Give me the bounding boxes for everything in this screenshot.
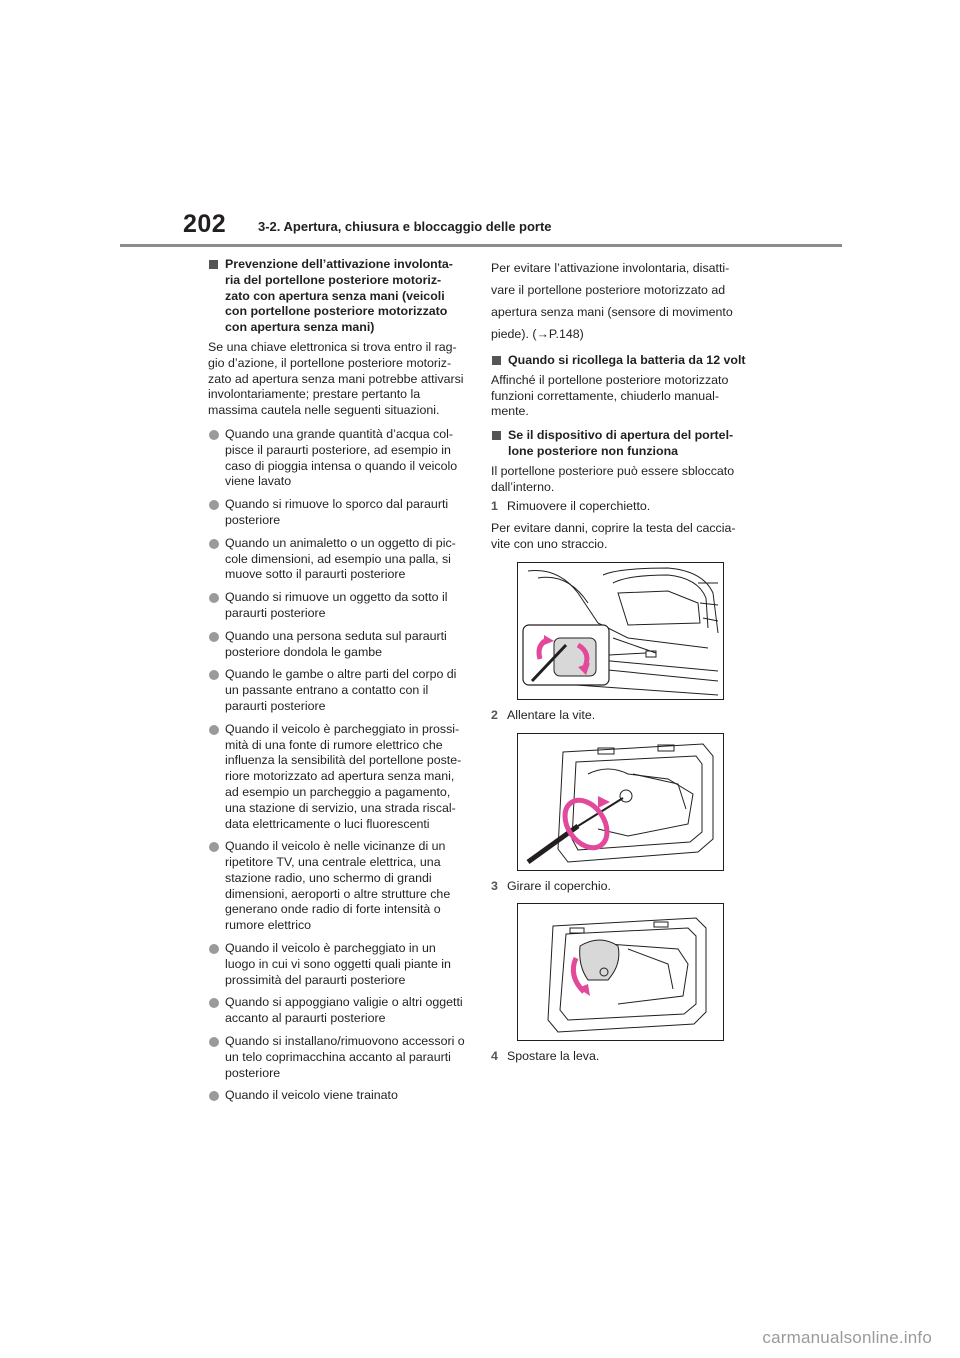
step-text: Allentare la vite. (507, 707, 596, 722)
section-title-device: Se il dispositivo di apertura del portel- lone posteriore non funziona (508, 428, 734, 458)
step-number: 4 (491, 1049, 498, 1064)
list-item (208, 536, 466, 583)
right-intro-paragraph: Per evitare l’attivazione involontaria, disatti- vare il portellone posteriore motorizzato ad apertura senza mani (sensore di movimento piede). (→P.148) (491, 261, 733, 341)
list-item (208, 722, 466, 833)
list-item-text: Quando il veicolo viene trainato (225, 1088, 398, 1103)
section-header-title: 3-2. Apertura, chiusura e bloccaggio delle porte (258, 219, 552, 234)
list-item-text: Quando un animaletto o un oggetto di pic- cole dimensioni, ad esempio una palla, si muove sotto il paraurti posteriore (225, 535, 456, 582)
bullet-dot-icon (209, 725, 219, 735)
step-1 (491, 499, 753, 515)
list-item (208, 941, 466, 988)
bullet-dot-icon (209, 1091, 219, 1101)
illustration-tailgate (518, 563, 723, 699)
list-item-text: Quando si rimuove un oggetto da sotto il paraurti posteriore (225, 590, 448, 620)
list-item (208, 427, 466, 490)
list-item-text: Quando il veicolo è parcheggiato in prossi- mità di una fonte di rumore elettrico che influenza la sensibilità del portellone poste- riore motorizzato ad apertura senza mani, ad esempio un parcheggio a pagamento, una stazione di servizio, una strada riscal- data elettricamente o luci fluorescenti (225, 721, 462, 831)
square-bullet-icon (492, 431, 501, 440)
list-item (208, 629, 466, 661)
list-item (208, 839, 466, 934)
intro-paragraph: Se una chiave elettronica si trova entro il rag- gio d’azione, il portellone posteriore motoriz- zato ad apertura senza mani potrebbe attivarsi involontariamente; prestare pertanto la massima cautela nelle seguenti situazioni. (208, 339, 464, 418)
section-heading (491, 353, 753, 369)
step-text: Spostare la leva. (507, 1049, 600, 1064)
list-item-text: Quando una persona seduta sul paraurti posteriore dondola le gambe (225, 628, 447, 659)
list-item-text: Quando si appoggiano valigie o altri oggetti accanto al paraurti posteriore (225, 995, 463, 1026)
header-divider (120, 244, 842, 247)
bullet-dot-icon (209, 430, 219, 440)
step-text: Girare il coperchio. (507, 878, 611, 893)
list-item-text: Quando si rimuove lo sporco dal paraurti posteriore (225, 497, 449, 527)
figure-loosen-screw (517, 733, 724, 871)
watermark: carmanualsonline.info (762, 1328, 932, 1347)
square-bullet-icon (209, 260, 218, 269)
bullet-dot-icon (209, 1037, 219, 1047)
step-number: 2 (491, 707, 498, 722)
section-heading (491, 428, 753, 460)
list-item-text: Quando il veicolo è nelle vicinanze di un ripetitore TV, una centrale elettrica, una stazione radio, uno schermo di grandi dimensioni, aeroporti o altre strutture che generano onde radio di forte intensità o rumore elettrico (225, 839, 451, 933)
step-3 (491, 879, 753, 895)
bullet-dot-icon (209, 998, 219, 1008)
list-item (208, 667, 466, 714)
step-4 (491, 1049, 753, 1065)
illustration-cover (518, 904, 723, 1040)
step-number: 1 (491, 499, 498, 514)
bullet-dot-icon (209, 842, 219, 852)
battery-paragraph: Affinché il portellone posteriore motorizzato funzioni correttamente, chiuderlo manual- mente. (491, 372, 729, 419)
bullet-dot-icon (209, 539, 219, 549)
list-item-text: Quando si installano/rimuovono accessori o un telo coprimacchina accanto al paraurti posteriore (225, 1034, 465, 1080)
step-2 (491, 708, 753, 724)
device-paragraph: Il portellone posteriore può essere sbloccato dall’interno. (491, 463, 735, 494)
square-bullet-icon (492, 356, 501, 365)
bullet-dot-icon (209, 944, 219, 954)
list-item-text: Quando le gambe o altre parti del corpo di un passante entrano a contatto con il paraurti posteriore (225, 667, 457, 713)
bullet-dot-icon (209, 593, 219, 603)
list-item (208, 497, 466, 529)
bullet-dot-icon (209, 670, 219, 680)
page-number: 202 (183, 210, 227, 238)
list-item (208, 590, 466, 622)
list-item (208, 1034, 466, 1081)
left-column (208, 257, 466, 1111)
section-title-battery: Quando si ricollega la batteria da 12 volt (508, 353, 746, 367)
bullet-dot-icon (209, 500, 219, 510)
figure-turn-cover (517, 903, 724, 1041)
bullet-dot-icon (209, 632, 219, 642)
list-item (208, 995, 466, 1027)
list-item-text: Quando una grande quantità d’acqua col- pisce il paraurti posteriore, ad esempio in caso di pioggia intensa o quando il veicolo viene lavato (225, 426, 458, 489)
section-title-prevention: Prevenzione dell’attivazione involonta- ria del portellone posteriore motoriz- zato con apertura senza mani (veicoli con portellone posteriore motorizzato con apertura senza mani) (225, 257, 453, 335)
figure-tailgate-cover (517, 562, 724, 700)
illustration-screw (518, 734, 723, 870)
list-item-text: Quando il veicolo è parcheggiato in un luogo in cui vi sono oggetti quali piante in prossimità del paraurti posteriore (225, 941, 451, 987)
step-text: Rimuovere il coperchietto. (507, 499, 651, 514)
step1-note: Per evitare danni, coprire la testa del caccia- vite con uno straccio. (491, 521, 736, 551)
list-item (208, 1088, 466, 1104)
right-column (491, 257, 753, 1071)
step-number: 3 (491, 878, 498, 893)
section-heading (208, 257, 466, 336)
